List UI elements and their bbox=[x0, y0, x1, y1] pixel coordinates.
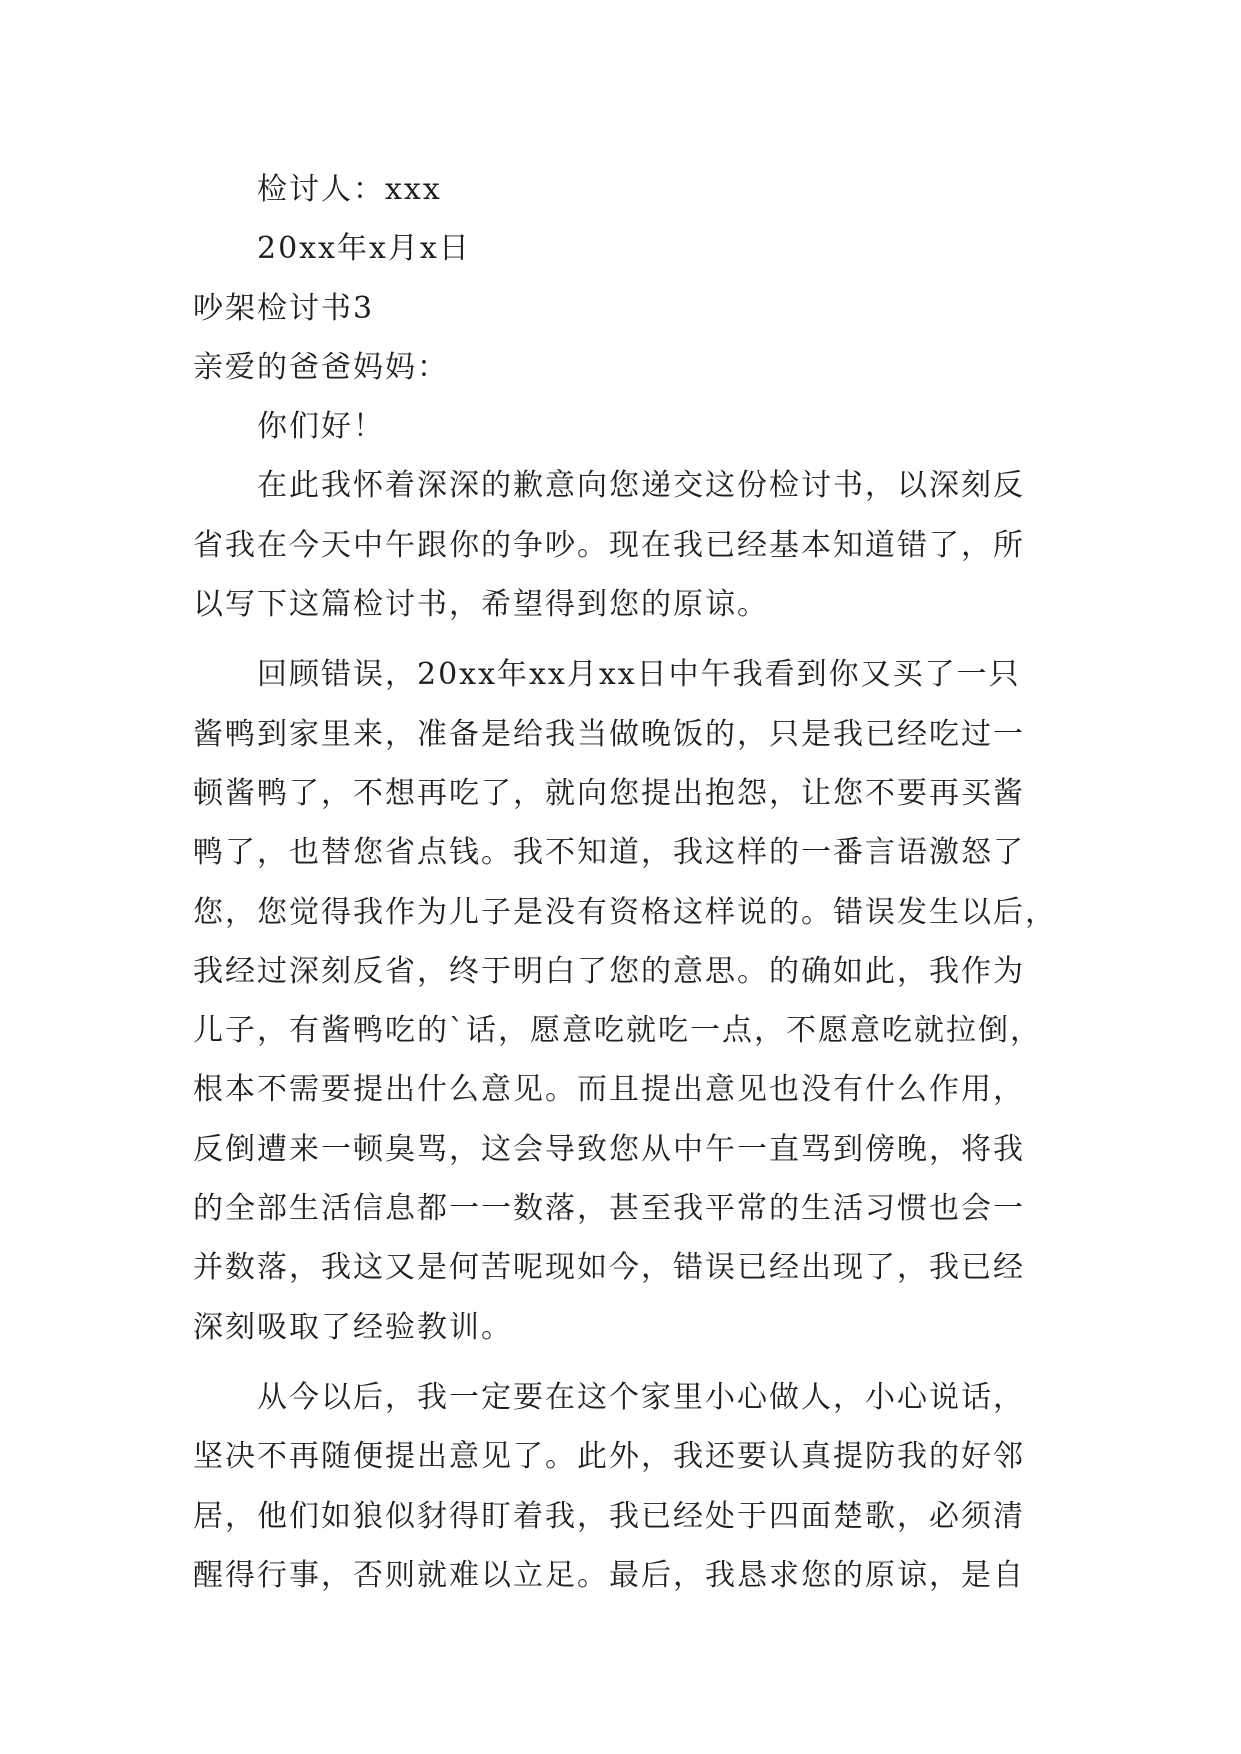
paragraph-line: 根本不需要提出什么意见。而且提出意见也没有什么作用， bbox=[193, 1072, 1025, 1108]
paragraph-line: 反倒遭来一顿臭骂，这会导致您从中午一直骂到傍晚，将我 bbox=[193, 1131, 1025, 1167]
paragraph-line: 鸭了，也替您省点钱。我不知道，我这样的一番言语激怒了 bbox=[193, 835, 1025, 871]
paragraph-spacing bbox=[193, 634, 1048, 645]
paragraph-2 bbox=[193, 645, 1057, 1357]
paragraph-line: 顿酱鸭了，不想再吃了，就向您提出抱怨，让您不要再买酱 bbox=[193, 775, 1025, 811]
paragraph-line: 醒得行事，否则就难以立足。最后，我恳求您的原谅，是自 bbox=[193, 1557, 1025, 1593]
paragraph-3 bbox=[193, 1368, 1048, 1605]
greeting: 你们好！ bbox=[257, 409, 385, 445]
paragraph-1 bbox=[193, 456, 1048, 634]
paragraph-line: 回顾错误，20xx年xx月xx日中午我看到你又买了一只 bbox=[257, 657, 1021, 693]
paragraph-line: 在此我怀着深深的歉意向您递交这份检讨书，以深刻反 bbox=[257, 468, 1025, 504]
paragraph-line: 深刻吸取了经验教训。 bbox=[193, 1309, 513, 1345]
document-title: 吵架检讨书3 bbox=[193, 290, 375, 326]
paragraph-line: 我经过深刻反省，终于明白了您的意思。的确如此，我作为 bbox=[193, 953, 1025, 989]
paragraph-line: 居，他们如狼似豺得盯着我，我已经处于四面楚歌，必须清 bbox=[193, 1498, 1025, 1534]
paragraph-line: 酱鸭到家里来，准备是给我当做晚饭的，只是我已经吃过一 bbox=[193, 716, 1025, 752]
signature-date: 20xx年x月x日 bbox=[257, 231, 471, 267]
paragraph-line: 从今以后，我一定要在这个家里小心做人，小心说话， bbox=[257, 1379, 1025, 1415]
paragraph-line: 的全部生活信息都一一数落，甚至我平常的生活习惯也会一 bbox=[193, 1191, 1025, 1227]
paragraph-line: 您，您觉得我作为儿子是没有资格这样说的。错误发生以后， bbox=[193, 894, 1057, 930]
salutation: 亲爱的爸爸妈妈： bbox=[193, 349, 449, 385]
paragraph-line: 儿子，有酱鸭吃的`话，愿意吃就吃一点，不愿意吃就拉倒， bbox=[193, 1013, 1042, 1049]
paragraph-line: 以写下这篇检讨书，希望得到您的原谅。 bbox=[193, 587, 769, 623]
paragraph-spacing bbox=[193, 1357, 1048, 1368]
signature-author: 检讨人：xxx bbox=[257, 172, 442, 207]
paragraph-line: 省我在今天中午跟你的争吵。现在我已经基本知道错了，所 bbox=[193, 527, 1025, 563]
paragraph-line: 并数落，我这又是何苦呢现如今，错误已经出现了，我已经 bbox=[193, 1250, 1025, 1286]
document-body bbox=[193, 160, 1057, 1605]
paragraph-line: 坚决不再随便提出意见了。此外，我还要认真提防我的好邻 bbox=[193, 1439, 1025, 1475]
